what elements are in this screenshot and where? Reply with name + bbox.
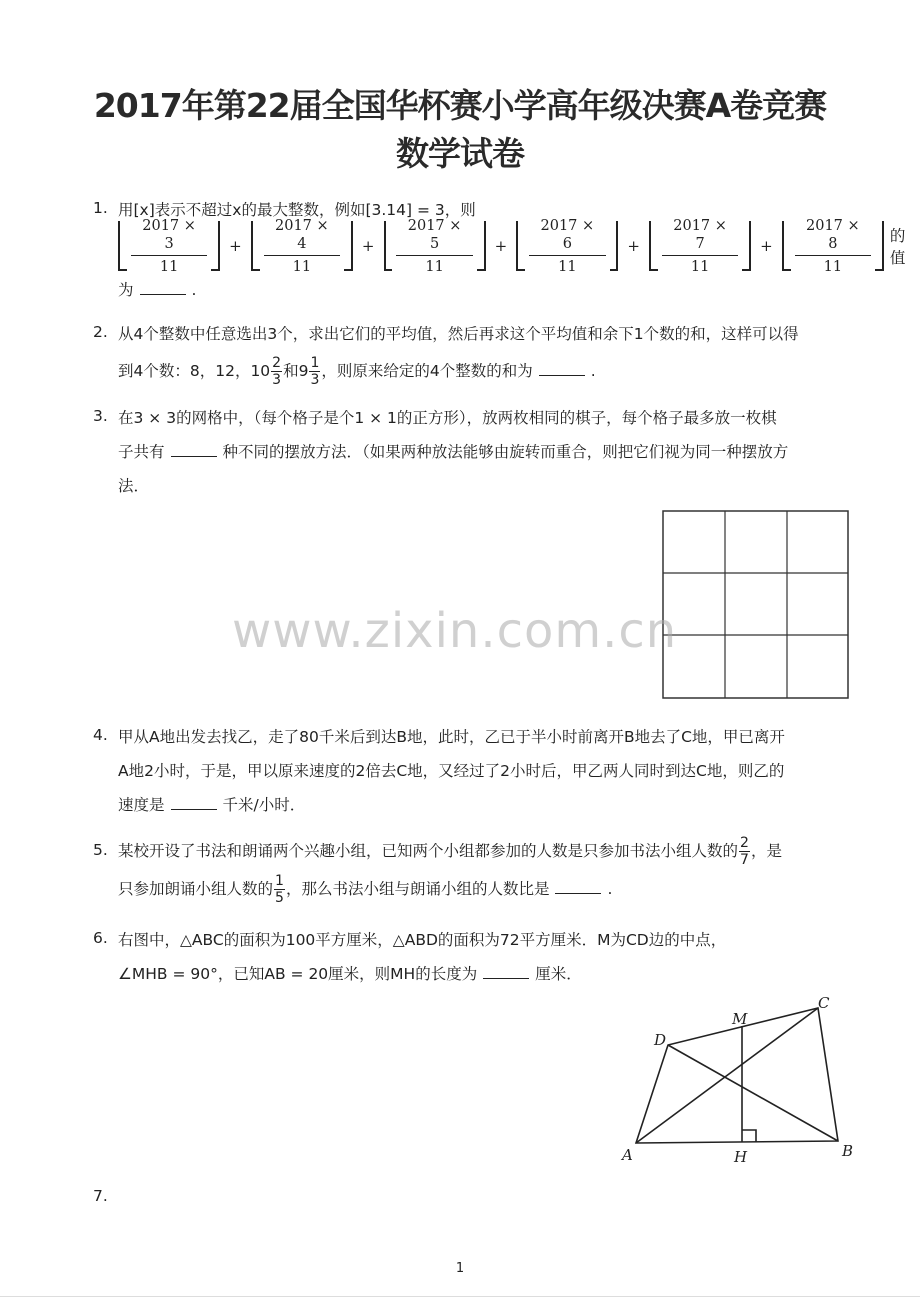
q5-answer-blank[interactable] [555,879,601,894]
q5-line2: 只参加朗诵小组人数的 $\frac{1}{5}$ ，那么书法小组与朗诵小组的人数比是 . [118,873,613,906]
q1-term-4: 2017 × 6 11 [516,217,618,276]
watermark: www.zixin.com.cn [232,603,678,659]
q4-line1: 甲从A地出发去找乙，走了80千米后到达B地，此时，乙已于半小时前离开B地去了C地，甲已离开 [118,728,785,746]
q1-term-6: 2017 × 8 11 [782,217,884,276]
q2-number: 2. [93,323,108,341]
q4-line2: A地2小时，于是，甲以原来速度的2倍去C地，又经过了2小时后，甲乙两人同时到达C地，则乙的 [118,762,785,780]
label-d: D [654,1031,667,1049]
page-title-line1: 2017年第22届全国华杯赛小学高年级决赛A卷竞赛 [93,86,827,125]
q1-intro: 用[x]表示不超过x的最大整数，例如[3.14] = 3，则 [118,201,476,219]
q3-line2: 子共有 种不同的摆放方法．（如果两种放法能够由旋转而重合，则把它们视为同一种摆放方 [118,443,789,461]
label-a: A [622,1146,633,1164]
page-title-line2: 数学试卷 [396,134,524,173]
q3-line1: 在3 × 3的网格中，（每个格子是个1 × 1的正方形），放两枚相同的棋子，每个格子最多放一枚棋 [118,409,777,427]
q3-number: 3. [93,407,108,425]
label-m: M [732,1010,748,1028]
q3-line3: 法． [118,477,150,495]
q1-term-5: 2017 × 7 11 [649,217,751,276]
q1-number: 1. [93,199,108,217]
q4-line3: 速度是 千米/小时． [118,796,306,814]
q1-answer-blank[interactable] [140,280,186,295]
q1-term-2: 2017 × 4 11 [251,217,353,276]
page-bottom-edge [0,1296,920,1297]
q7-number: 7. [93,1187,108,1205]
q2-line1: 从4个整数中任意选出3个，求出它们的平均值，然后再求这个平均值和余下1个数的和，这样可以得 [118,325,799,343]
q1-floor-expression: 2017 × 3 11 + 2017 × 4 11 + 2017 × 5 11 + 2017 × 6 11 + 2017 × 7 11 + 2017 × 8 11 的值 [118,220,920,272]
quadrilateral-figure [618,990,868,1170]
q2-line2: 到4个数：8，12，10 $\frac{2}{3}$ 和9 $\frac{1}{3}$ ，则原来给定的4个整数的和为 . [118,355,596,388]
q6-number: 6. [93,929,108,947]
q4-number: 4. [93,726,108,744]
label-c: C [818,994,830,1012]
q4-answer-blank[interactable] [171,795,217,810]
grid-3x3-figure [662,510,850,700]
q1-term-1: 2017 × 3 11 [118,217,220,276]
q6-answer-blank[interactable] [483,964,529,979]
q5-line1: 某校开设了书法和朗诵两个兴趣小组，已知两个小组都参加的人数是只参加书法小组人数的 $\frac{2}{7}$ ，是 [118,835,782,868]
label-h: H [734,1148,748,1166]
q1-answer-line: 为 . [118,281,197,299]
label-b: B [842,1142,854,1160]
q3-answer-blank[interactable] [171,442,217,457]
q6-line2: ∠MHB = 90°，已知AB = 20厘米，则MH的长度为 厘米． [118,965,582,983]
page-number: 1 [455,1261,465,1276]
q1-term-3: 2017 × 5 11 [384,217,486,276]
q2-answer-blank[interactable] [539,361,585,376]
q5-number: 5. [93,841,108,859]
q6-line1: 右图中，△ABC的面积为100平方厘米，△ABD的面积为72平方厘米．M为CD边的中点， [118,931,727,949]
